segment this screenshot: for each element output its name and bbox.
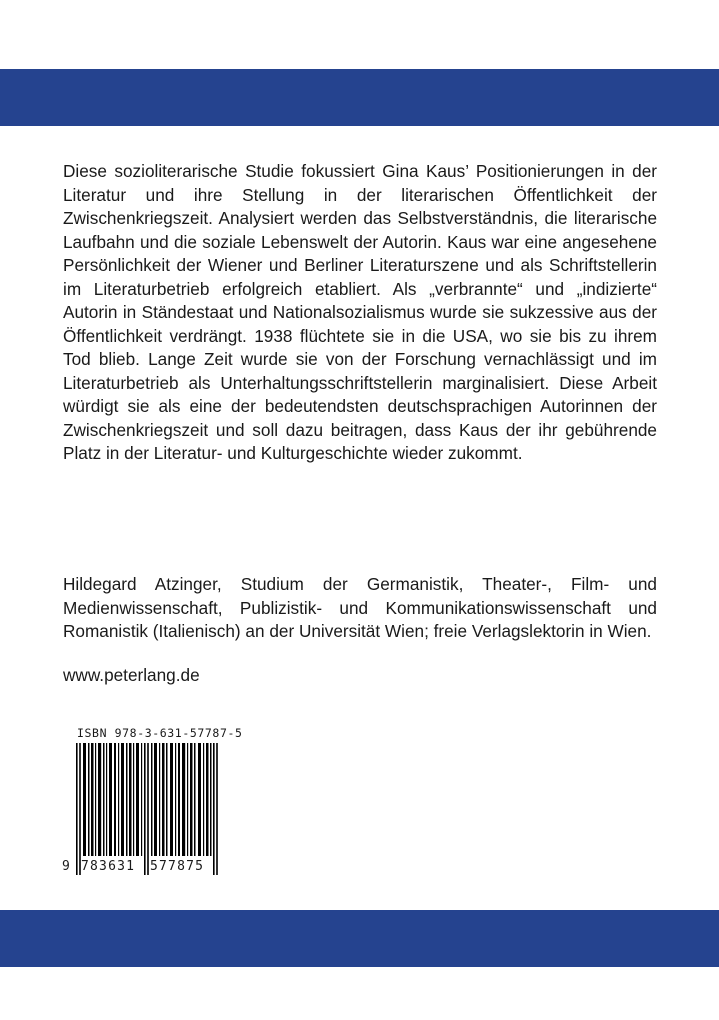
author-bio: Hildegard Atzinger, Studium der Germanistik, Theater-, Film- und Medienwissenschaft, Publizistik- und Kommunikationswissenschaft und Romanistik (Italienisch) an der Universität Wien; freie Verlagslektorin in Wien. bbox=[63, 574, 657, 641]
bottom-color-band bbox=[0, 910, 719, 967]
top-color-band bbox=[0, 69, 719, 126]
barcode-left-digits: 783631 bbox=[81, 859, 136, 874]
barcode-first-digit: 9 bbox=[62, 859, 70, 874]
isbn-barcode bbox=[62, 726, 243, 880]
barcode-right-digits: 577875 bbox=[150, 859, 205, 874]
book-description: Diese sozioliterarische Studie fokussiert Gina Kaus’ Positionierungen in der Literatur und ihre Stellung in der literarischen Öffentlichkeit der Zwischenkriegszeit. Analysiert werden das Selbstverständnis, die literarische Laufbahn und die soziale Lebenswelt der Autorin. Kaus war eine angesehene Persönlichkeit der Wiener und Berliner Literaturszene und als Schriftstellerin im Literaturbetrieb erfolgreich etabliert. Als „verbrannte“ und „indizierte“ Autorin in Ständestaat und Nationalsozialismus wurde sie sukzessive aus der Öffentlichkeit verdrängt. 1938 flüchtete sie in die USA, wo sie bis zu ihrem Tod blieb. Lange Zeit wurde sie von der Forschung vernachlässigt und im Literaturbetrieb als Unterhaltungsschriftstellerin marginalisiert. Diese Arbeit würdigt sie als eine der bedeutendsten deutschsprachigen Autorinnen der Zwischenkriegszeit und soll dazu beitragen, dass Kaus der ihr gebührende Platz in der Literatur- und Kulturgeschichte wieder zukommt. bbox=[63, 161, 657, 463]
isbn-label: ISBN 978-3-631-57787-5 bbox=[77, 726, 243, 740]
publisher-website[interactable]: www.peterlang.de bbox=[63, 665, 200, 685]
